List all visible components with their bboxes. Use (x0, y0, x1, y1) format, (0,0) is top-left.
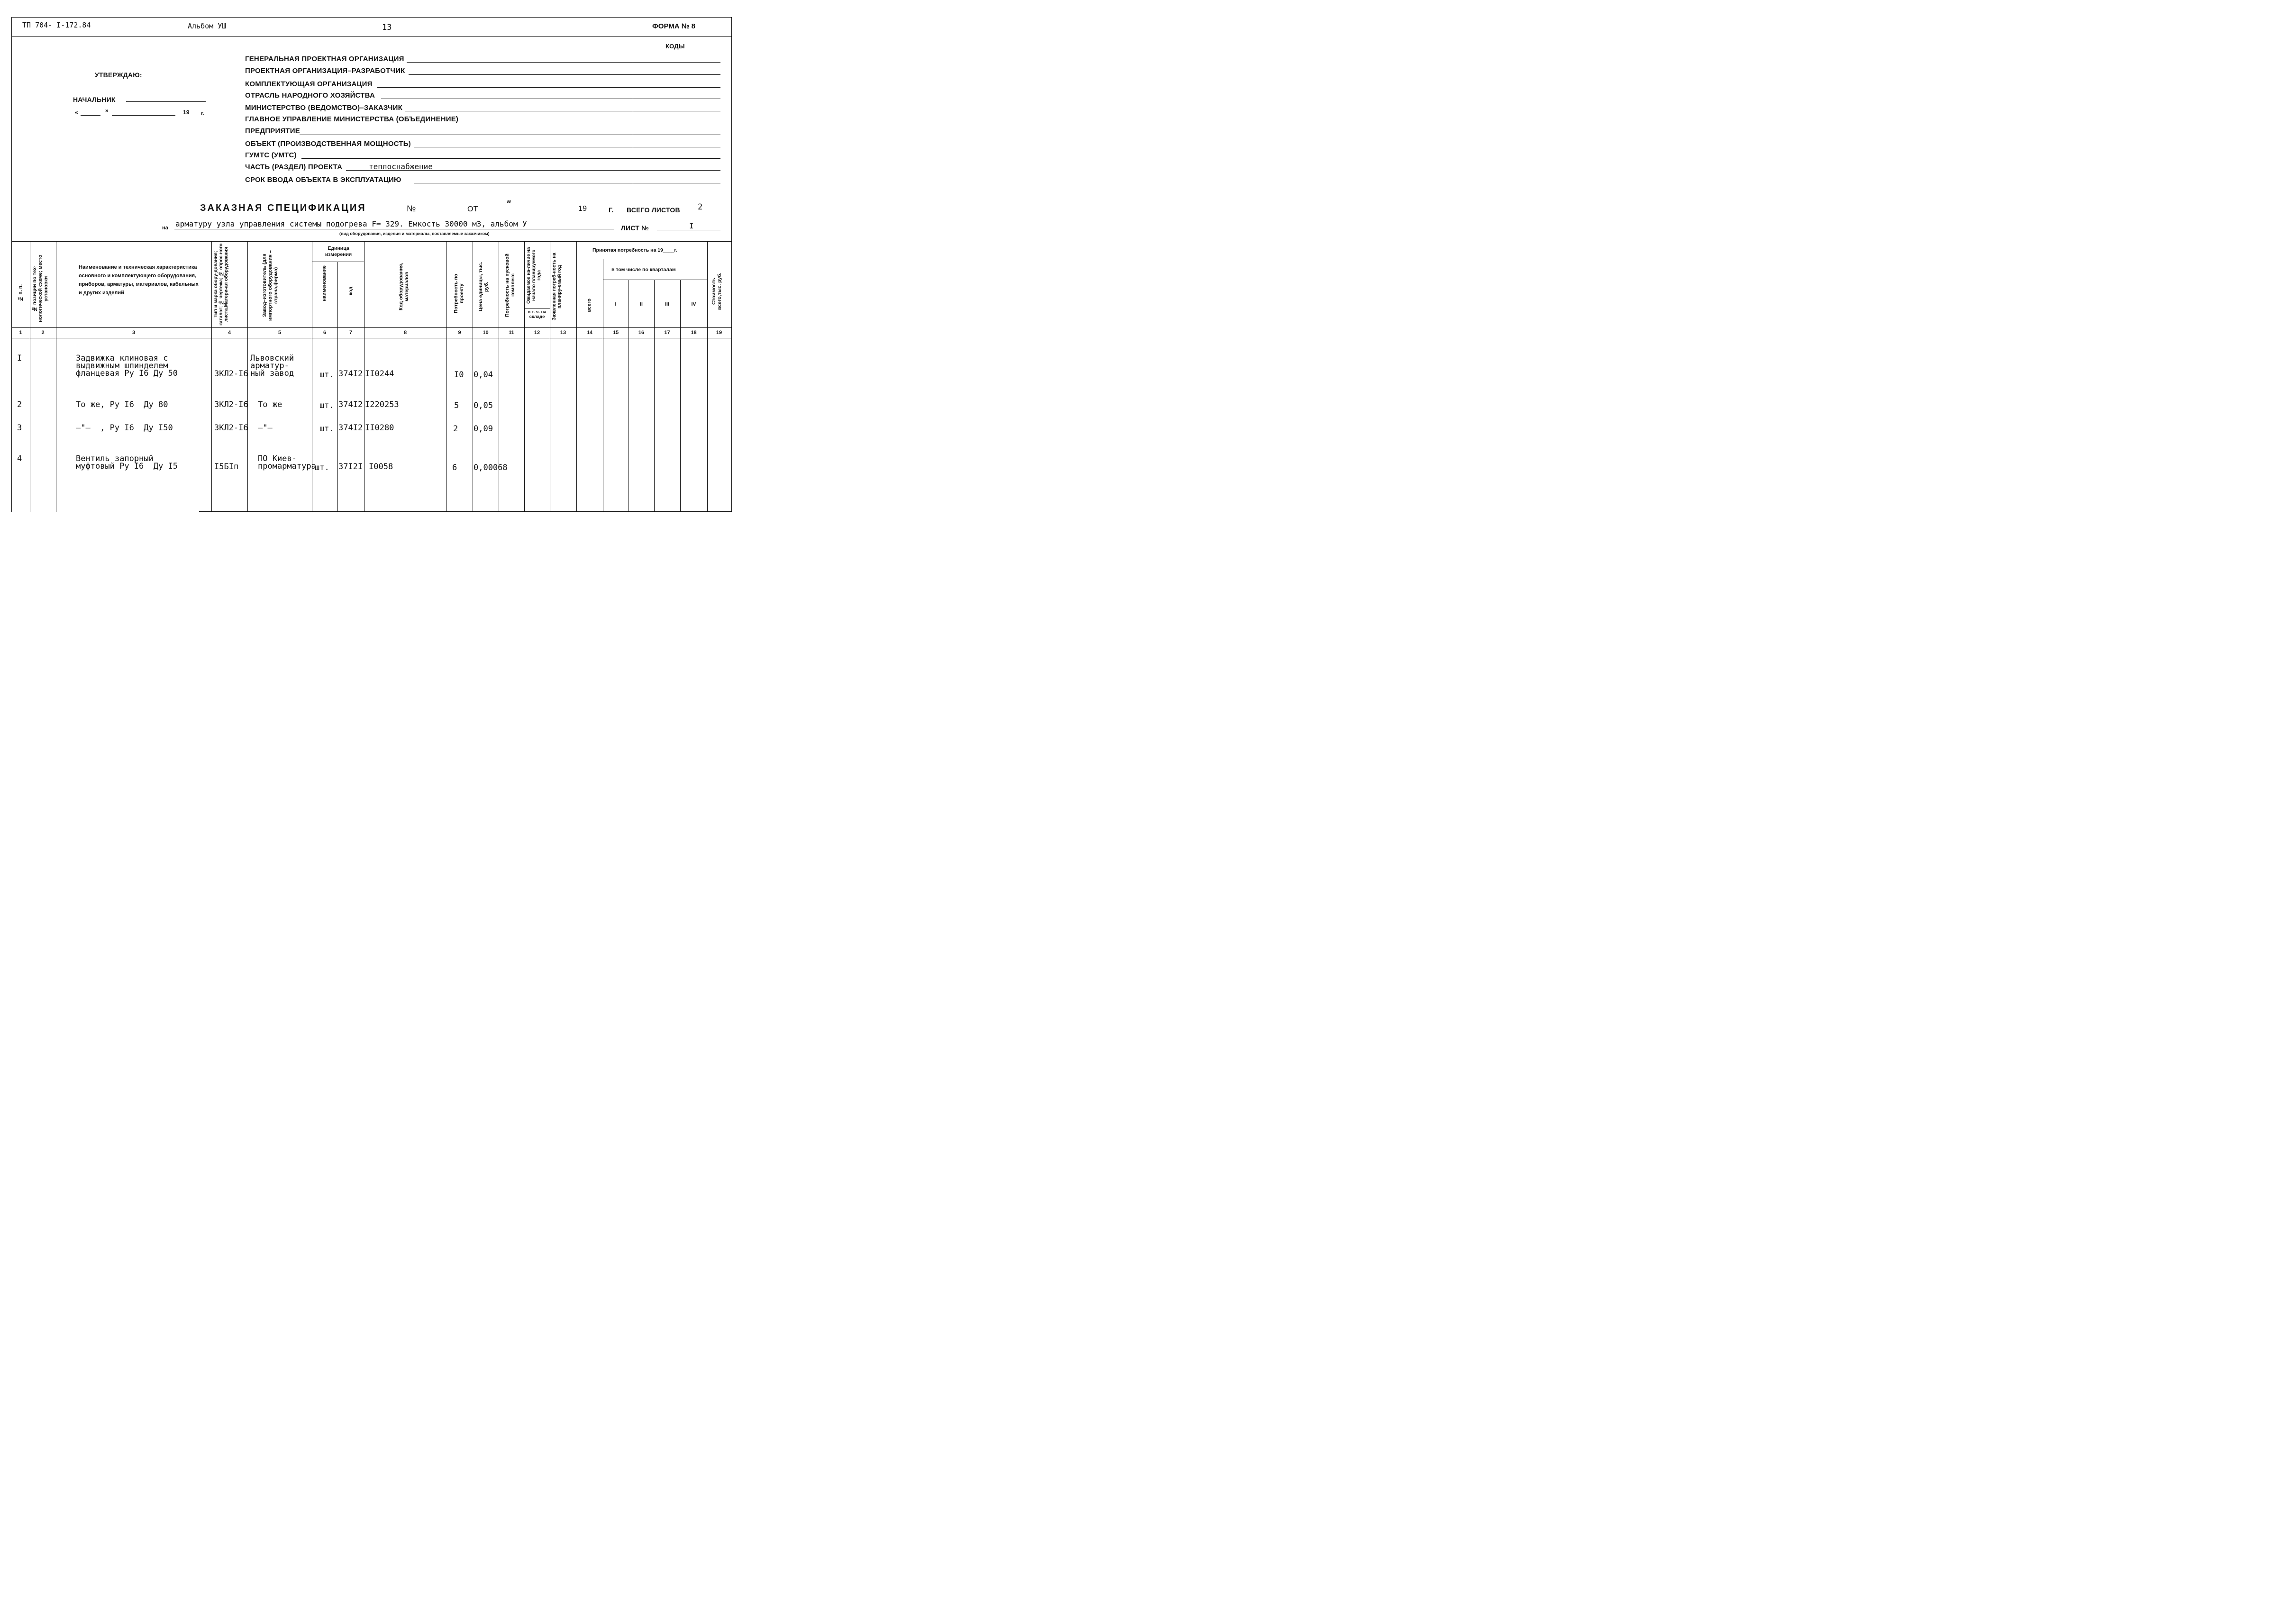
spec-subject: арматуру узла управления системы подогрева F= 329. Емкость 30000 м3, альбом У (175, 219, 527, 228)
org-field-ministry: МИНИСТЕРСТВО (ВЕДОМСТВО)–ЗАКАЗЧИК (245, 104, 402, 112)
org-field-general-line (407, 62, 720, 63)
spec-total-sheets-label: ВСЕГО ЛИСТОВ (627, 206, 680, 214)
colhead-16: II (640, 301, 643, 307)
row2-maker: То же (258, 400, 282, 409)
row3-price: 0,09 (474, 424, 493, 434)
colnum-6: 6 (323, 330, 327, 336)
org-field-industry: ОТРАСЛЬ НАРОДНОГО ХОЗЯЙСТВА (245, 91, 375, 100)
colhead-5: Завод–изготовитель (для импортного оборудования –страна,фирма) (262, 250, 279, 321)
colnum-17: 17 (664, 330, 670, 336)
codes-label: КОДЫ (665, 43, 685, 50)
row4-type: I5БIп (214, 462, 239, 472)
row1-qty: I0 (454, 370, 464, 380)
colnum-3: 3 (132, 330, 136, 336)
row4-no: 4 (17, 454, 22, 463)
row1-unit-code: 374I2 (338, 369, 363, 379)
row3-code: II0280 (365, 423, 394, 433)
spec-quote-mark: " (506, 199, 511, 209)
row3-qty: 2 (453, 424, 458, 434)
row2-code: I220253 (365, 400, 399, 409)
spec-subject-caption: (вид оборудования, изделия и материалы, поставляемые заказчиком) (339, 231, 490, 236)
row3-maker: –"– (258, 423, 273, 433)
col-line-17 (680, 280, 681, 512)
chief-label: НАЧАЛЬНИК (73, 96, 116, 103)
date-quote-open: « (75, 109, 78, 116)
org-field-developer: ПРОЕКТНАЯ ОРГАНИЗАЦИЯ–РАЗРАБОТЧИК (245, 67, 405, 75)
colhead-19: Стоимость всего,тыс. руб. (711, 272, 722, 310)
date-month-line (112, 115, 175, 116)
spec-on-label: на (162, 225, 168, 231)
row2-unit: шт. (319, 401, 334, 410)
colhead-8: Код оборудования, материалов (398, 263, 410, 311)
org-field-gumts-line (301, 158, 720, 159)
colnum-16: 16 (638, 330, 645, 336)
colhead-13: Заявленная потреб-ность на планиру-емый год (552, 253, 562, 321)
colnum-8: 8 (403, 330, 407, 336)
colnum-11: 11 (509, 330, 514, 336)
colnum-9: 9 (458, 330, 461, 336)
form-number: ФОРМА № 8 (652, 22, 696, 30)
row3-type: ЗКЛ2-I6 (214, 423, 248, 433)
spec-year-suffix: Г. (609, 206, 614, 214)
row1-maker: Львовский арматур- ный завод (250, 354, 294, 378)
spec-from-label: ОТ (467, 205, 478, 213)
approve-label: УТВЕРЖДАЮ: (95, 71, 142, 79)
colhead-quarters: в том числе по кварталам (611, 267, 676, 272)
chief-signature-line (126, 101, 206, 102)
date-year-label: 19 (183, 109, 190, 116)
spec-sheet-number: I (689, 221, 694, 230)
col-line-16 (654, 280, 655, 512)
row4-unit: шт. (315, 463, 329, 472)
colhead-7: код (348, 287, 354, 296)
colhead-11: Потребность на пусковой комплекс (504, 254, 516, 317)
row4-price: 0,00068 (474, 463, 508, 472)
colhead-1: № п. п. (18, 284, 23, 302)
colhead-6: наименование (321, 265, 327, 301)
colhead-3: Наименование и техническая характеристика основного и комплектующего оборудования, приборов, арматуры, материалов, кабельных и других изделий (79, 264, 199, 296)
row1-name: Задвижка клиновая с выдвижным шпинделем фланцевая Ру I6 Ду 50 (76, 354, 178, 378)
colhead-unit: Единица измерения (325, 245, 352, 257)
doc-code: ТП 704- I-172.84 (22, 21, 91, 29)
org-field-developer-line (409, 74, 720, 75)
colhead-14: всего (586, 299, 592, 312)
colnum-14: 14 (586, 330, 593, 336)
colhead-15: I (615, 301, 617, 307)
org-field-supplier-line (377, 87, 720, 88)
spec-sheet-label: ЛИСТ № (621, 224, 649, 232)
colhead-4: Тип и марка обору-дования; каталог; № чертежа; № опрос-ного листа.Матери-ал оборудования (213, 243, 229, 326)
org-field-enterprise: ПРЕДПРИЯТИЕ (245, 127, 300, 135)
colhead-accepted: Принятая потребность на 19____г. (592, 247, 677, 253)
row2-qty: 5 (454, 401, 459, 410)
row2-type: ЗКЛ2-I6 (214, 400, 248, 409)
org-field-commissioning: СРОК ВВОДА ОБЪЕКТА В ЭКСПЛУАТАЦИЮ (245, 176, 401, 184)
col-line-3 (211, 242, 212, 512)
row2-name: То же, Ру I6 Ду 80 (76, 400, 168, 409)
col-line-13 (576, 242, 577, 512)
row3-unit: шт. (319, 424, 334, 434)
row4-unit-code: 37I2I (338, 462, 363, 472)
colnum-18: 18 (691, 330, 697, 336)
table-top-line (11, 241, 732, 242)
colnum-4: 4 (228, 330, 231, 336)
table-bottom-line (199, 511, 732, 512)
colnum-10: 10 (483, 330, 489, 336)
spec-title: ЗАКАЗНАЯ СПЕЦИФИКАЦИЯ (200, 203, 366, 213)
date-day-line (81, 115, 100, 116)
colnum-15: 15 (612, 330, 619, 336)
row4-maker: ПО Киев- промарматура (258, 454, 316, 471)
org-field-main-directorate: ГЛАВНОЕ УПРАВЛЕНИЕ МИНИСТЕРСТВА (ОБЪЕДИНЕНИЕ) (245, 115, 459, 123)
colnum-13: 13 (560, 330, 566, 336)
colhead-2: № позиции по тех-нологической схеме; место установки (32, 254, 49, 323)
colhead-10: Цена единицы, тыс. руб. (478, 262, 489, 312)
date-quote-close: » (105, 107, 109, 114)
col-line-6 (337, 262, 338, 512)
colnum-1: 1 (19, 330, 22, 336)
colhead-12b: в т. ч. на складе (528, 309, 547, 319)
spec-number-label: № (407, 204, 416, 213)
colnum-2: 2 (41, 330, 45, 336)
spec-total-sheets: 2 (698, 202, 703, 212)
spec-year-label: 19 (578, 205, 587, 213)
colnum-19: 19 (716, 330, 722, 336)
colnum-12: 12 (534, 330, 540, 336)
org-field-gumts: ГУМТС (УМТС) (245, 151, 297, 159)
table-header-bottom-line (11, 327, 732, 328)
org-field-supplier: КОМПЛЕКТУЮЩАЯ ОРГАНИЗАЦИЯ (245, 80, 373, 88)
colhead-9: Потребность по проекту (453, 273, 465, 313)
org-field-object: ОБЪЕКТ (ПРОИЗВОДСТВЕННАЯ МОЩНОСТЬ) (245, 140, 411, 148)
col-line-11 (524, 242, 525, 512)
col-line-18 (707, 242, 708, 512)
row1-no: I (17, 354, 22, 363)
row3-name: –"– , Ру I6 Ду I50 (76, 423, 173, 433)
row1-code: II0244 (365, 369, 394, 379)
org-field-project-part: ЧАСТЬ (РАЗДЕЛ) ПРОЕКТА (245, 163, 343, 171)
row1-unit: шт. (319, 370, 334, 380)
date-year-suffix: г. (201, 110, 205, 117)
row3-unit-code: 374I2 (338, 423, 363, 433)
page-number: 13 (382, 23, 392, 32)
row3-no: 3 (17, 423, 22, 433)
row2-price: 0,05 (474, 401, 493, 410)
album-label: Альбом УШ (188, 22, 227, 30)
row4-name: Вентиль запорный муфтовый Ру I6 Ду I5 (76, 454, 178, 471)
colhead-18: IV (691, 301, 696, 307)
row4-code: I0058 (369, 462, 393, 472)
colhead-12: Ожидаемое на-личие на начало планируемого года (526, 247, 542, 304)
row2-unit-code: 374I2 (338, 400, 363, 409)
header-divider (11, 36, 732, 37)
row1-price: 0,04 (474, 370, 493, 380)
row4-qty: 6 (452, 463, 457, 472)
row1-type: ЗКЛ2-I6 (214, 369, 248, 379)
colnum-7: 7 (349, 330, 353, 336)
row2-no: 2 (17, 400, 22, 409)
org-field-general: ГЕНЕРАЛЬНАЯ ПРОЕКТНАЯ ОРГАНИЗАЦИЯ (245, 55, 404, 63)
colhead-17: III (665, 301, 669, 307)
col-line-8 (446, 242, 447, 512)
colnum-5: 5 (278, 330, 282, 336)
org-field-project-part-value: теплоснабжение (369, 162, 433, 171)
